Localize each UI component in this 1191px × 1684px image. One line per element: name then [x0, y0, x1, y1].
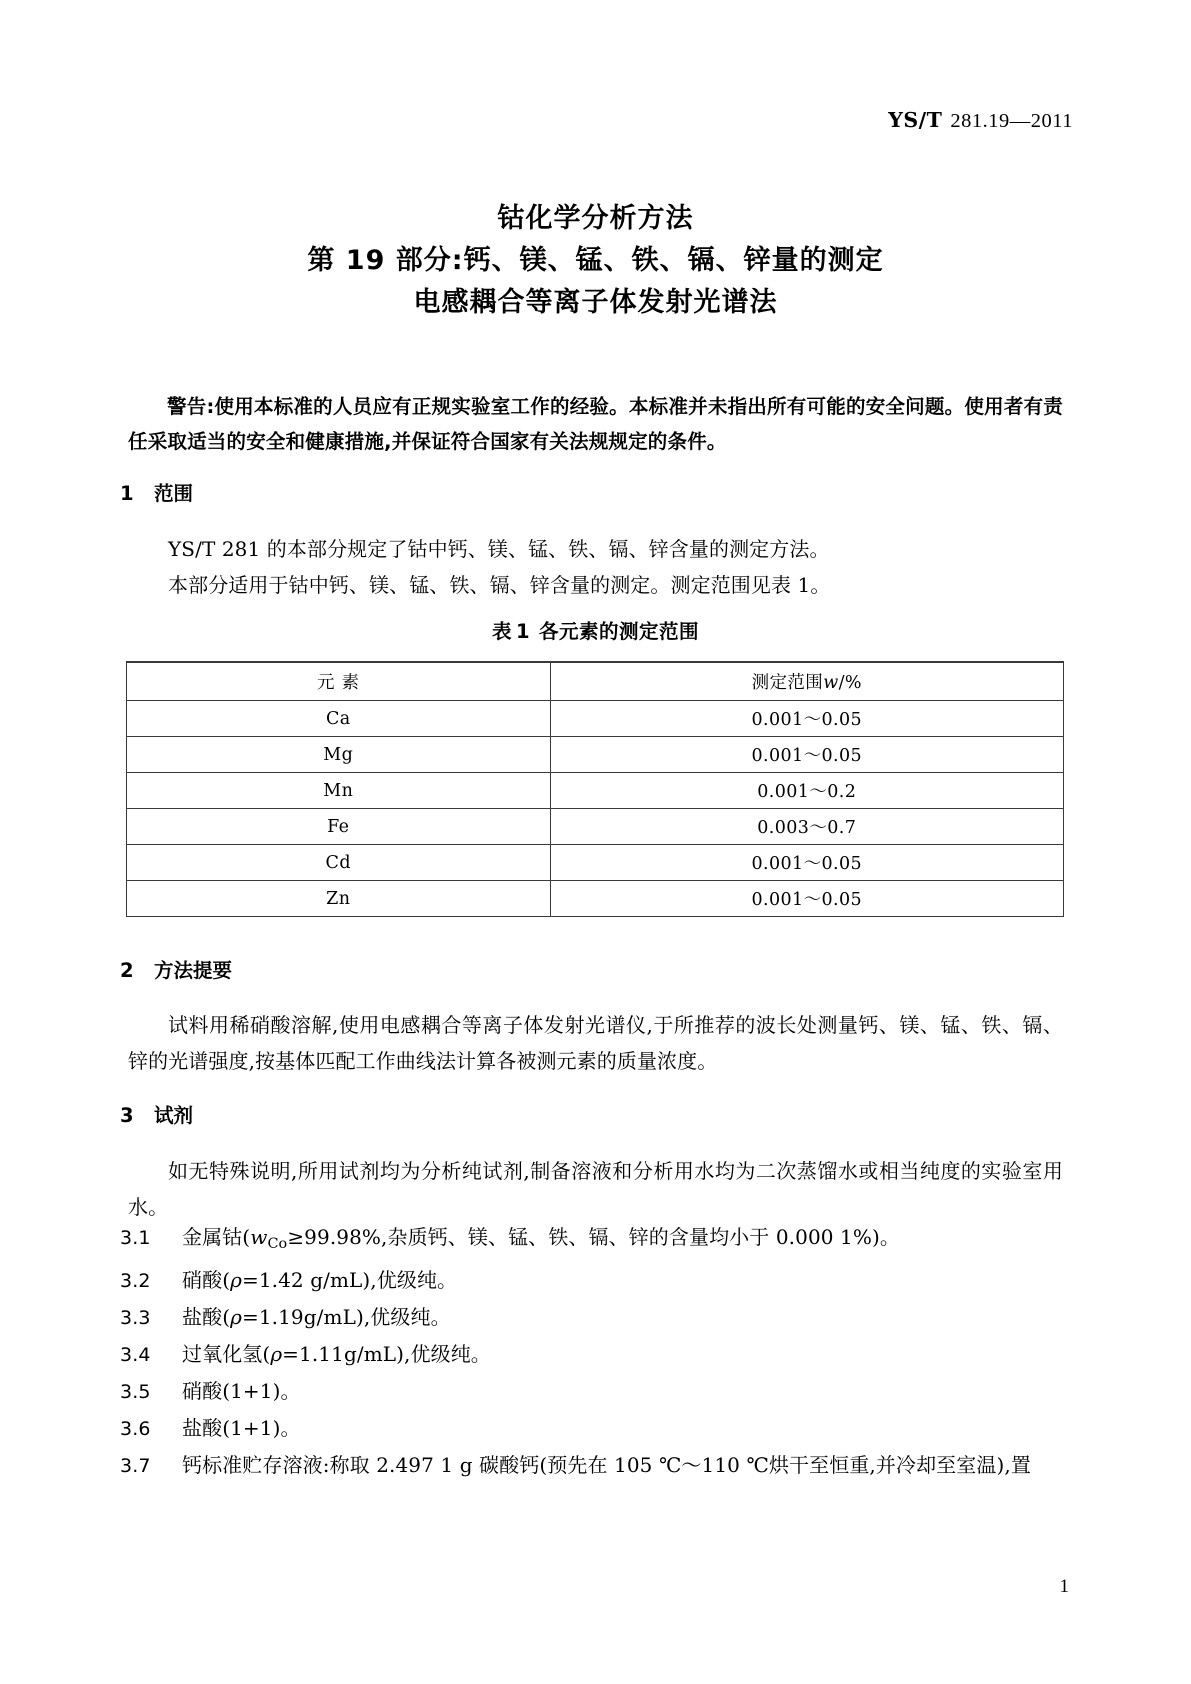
title-line-1: 钴化学分析方法: [497, 203, 694, 234]
section-heading-1: [120, 478, 193, 506]
section-1-paragraph-1: YS/T 281 的本部分规定了钴中钙、镁、锰、铁、镉、锌含量的测定方法。: [168, 537, 830, 561]
title-line-3: 电感耦合等离子体发射光谱法: [413, 287, 778, 318]
title-line-2: 第 19 部分:钙、镁、锰、铁、镉、锌量的测定: [307, 245, 884, 276]
cell-range: 0.001～0.05: [550, 881, 1063, 917]
standard-number: 281.19—2011: [950, 110, 1073, 132]
measurement-range-table: [126, 661, 1064, 917]
table-row: [127, 845, 1064, 881]
reagent-text: 盐酸(1+1)。: [182, 1416, 301, 1441]
range-header-symbol: w: [823, 673, 839, 693]
section-3-paragraph-1: 如无特殊说明,所用试剂均为分析纯试剂,制备溶液和分析用水均为二次蒸馏水或相当纯度的实验室用水。: [128, 1159, 1063, 1219]
reagent-number: 3.3: [120, 1307, 151, 1330]
table-caption: [0, 616, 1191, 644]
table-caption-label: 表: [491, 620, 512, 643]
list-item: [120, 1336, 1070, 1373]
reagent-text: 硝酸(1+1)。: [182, 1379, 301, 1404]
table-caption-number: 1: [515, 620, 531, 643]
reagent-text: 过氧化氢(ρ=1.11g/mL),优级纯。: [182, 1342, 491, 1367]
list-item: [120, 1262, 1070, 1299]
reagent-number: 3.2: [120, 1270, 151, 1293]
reagent-number: 3.5: [120, 1381, 151, 1404]
section-heading-3: [120, 1100, 193, 1128]
section-heading-2: [120, 955, 232, 983]
cell-element: Cd: [127, 845, 551, 881]
table-1: [126, 661, 1064, 917]
section-number-2: 2: [120, 959, 134, 982]
list-item: [120, 1373, 1070, 1410]
list-item: [120, 1447, 1070, 1484]
cell-element: Mn: [127, 773, 551, 809]
cell-range: 0.001～0.2: [550, 773, 1063, 809]
section-number-3: 3: [120, 1104, 134, 1127]
cell-range: 0.003～0.7: [550, 809, 1063, 845]
list-item: [120, 1410, 1070, 1447]
table-caption-title: 各元素的测定范围: [539, 620, 700, 643]
section-title-1: 范围: [154, 482, 194, 505]
list-item: [120, 1219, 1070, 1262]
reagent-number: 3.6: [120, 1418, 151, 1441]
list-item: [120, 1299, 1070, 1336]
cell-range: 0.001～0.05: [550, 845, 1063, 881]
table-row: [127, 773, 1064, 809]
reagent-list: [120, 1219, 1070, 1484]
table-header-row: [127, 662, 1064, 701]
cell-element: Zn: [127, 881, 551, 917]
standard-code: YS/T: [888, 108, 943, 132]
reagent-text: 硝酸(ρ=1.42 g/mL),优级纯。: [182, 1268, 458, 1293]
cell-range: 0.001～0.05: [550, 737, 1063, 773]
table-row: [127, 881, 1064, 917]
reagent-number: 3.4: [120, 1344, 151, 1367]
table-row: [127, 737, 1064, 773]
warning-paragraph: 警告:使用本标准的人员应有正规实验室工作的经验。本标准并未指出所有可能的安全问题。使用者有责任采取适当的安全和健康措施,并保证符合国家有关法规规定的条件。: [128, 395, 1063, 453]
reagent-text: 金属钴($w_{Co}\ge 99.98\%$,杂质钙、镁、锰、铁、镉、锌的含量均小于 0.000 1%)。: [182, 1225, 900, 1253]
cell-element: Fe: [127, 809, 551, 845]
section-title-3: 试剂: [154, 1104, 194, 1127]
table-body: [127, 662, 1064, 917]
reagent-text: 盐酸(ρ=1.19g/mL),优级纯。: [182, 1305, 451, 1330]
range-header-unit: /%: [838, 673, 862, 693]
table-row: [127, 701, 1064, 737]
page-title: [0, 198, 1191, 324]
reagent-text: 钙标准贮存溶液:称取 2.497 1 g 碳酸钙(预先在 105 ℃～110 ℃烘干至恒重,并冷却至室温),置: [182, 1453, 1031, 1478]
cell-range: 0.001～0.05: [550, 701, 1063, 737]
range-header-prefix: 测定范围: [751, 673, 824, 693]
page-number: 1: [1059, 1576, 1069, 1597]
table-header-range: [550, 662, 1063, 701]
section-number-1: 1: [120, 482, 134, 505]
running-header: [888, 108, 1073, 133]
section-2-paragraph-1: 试料用稀硝酸溶解,使用电感耦合等离子体发射光谱仪,于所推荐的波长处测量钙、镁、锰、铁、镉、锌的光谱强度,按基体匹配工作曲线法计算各被测元素的质量浓度。: [128, 1013, 1063, 1073]
table-header-element: 元素: [127, 662, 551, 701]
section-1-paragraph-2: 本部分适用于钴中钙、镁、锰、铁、镉、锌含量的测定。测定范围见表 1。: [168, 573, 831, 597]
section-title-2: 方法提要: [154, 959, 233, 982]
cell-element: Ca: [127, 701, 551, 737]
reagent-number: 3.1: [120, 1227, 151, 1249]
table-row: [127, 809, 1064, 845]
cell-element: Mg: [127, 737, 551, 773]
reagent-number: 3.7: [120, 1455, 151, 1478]
